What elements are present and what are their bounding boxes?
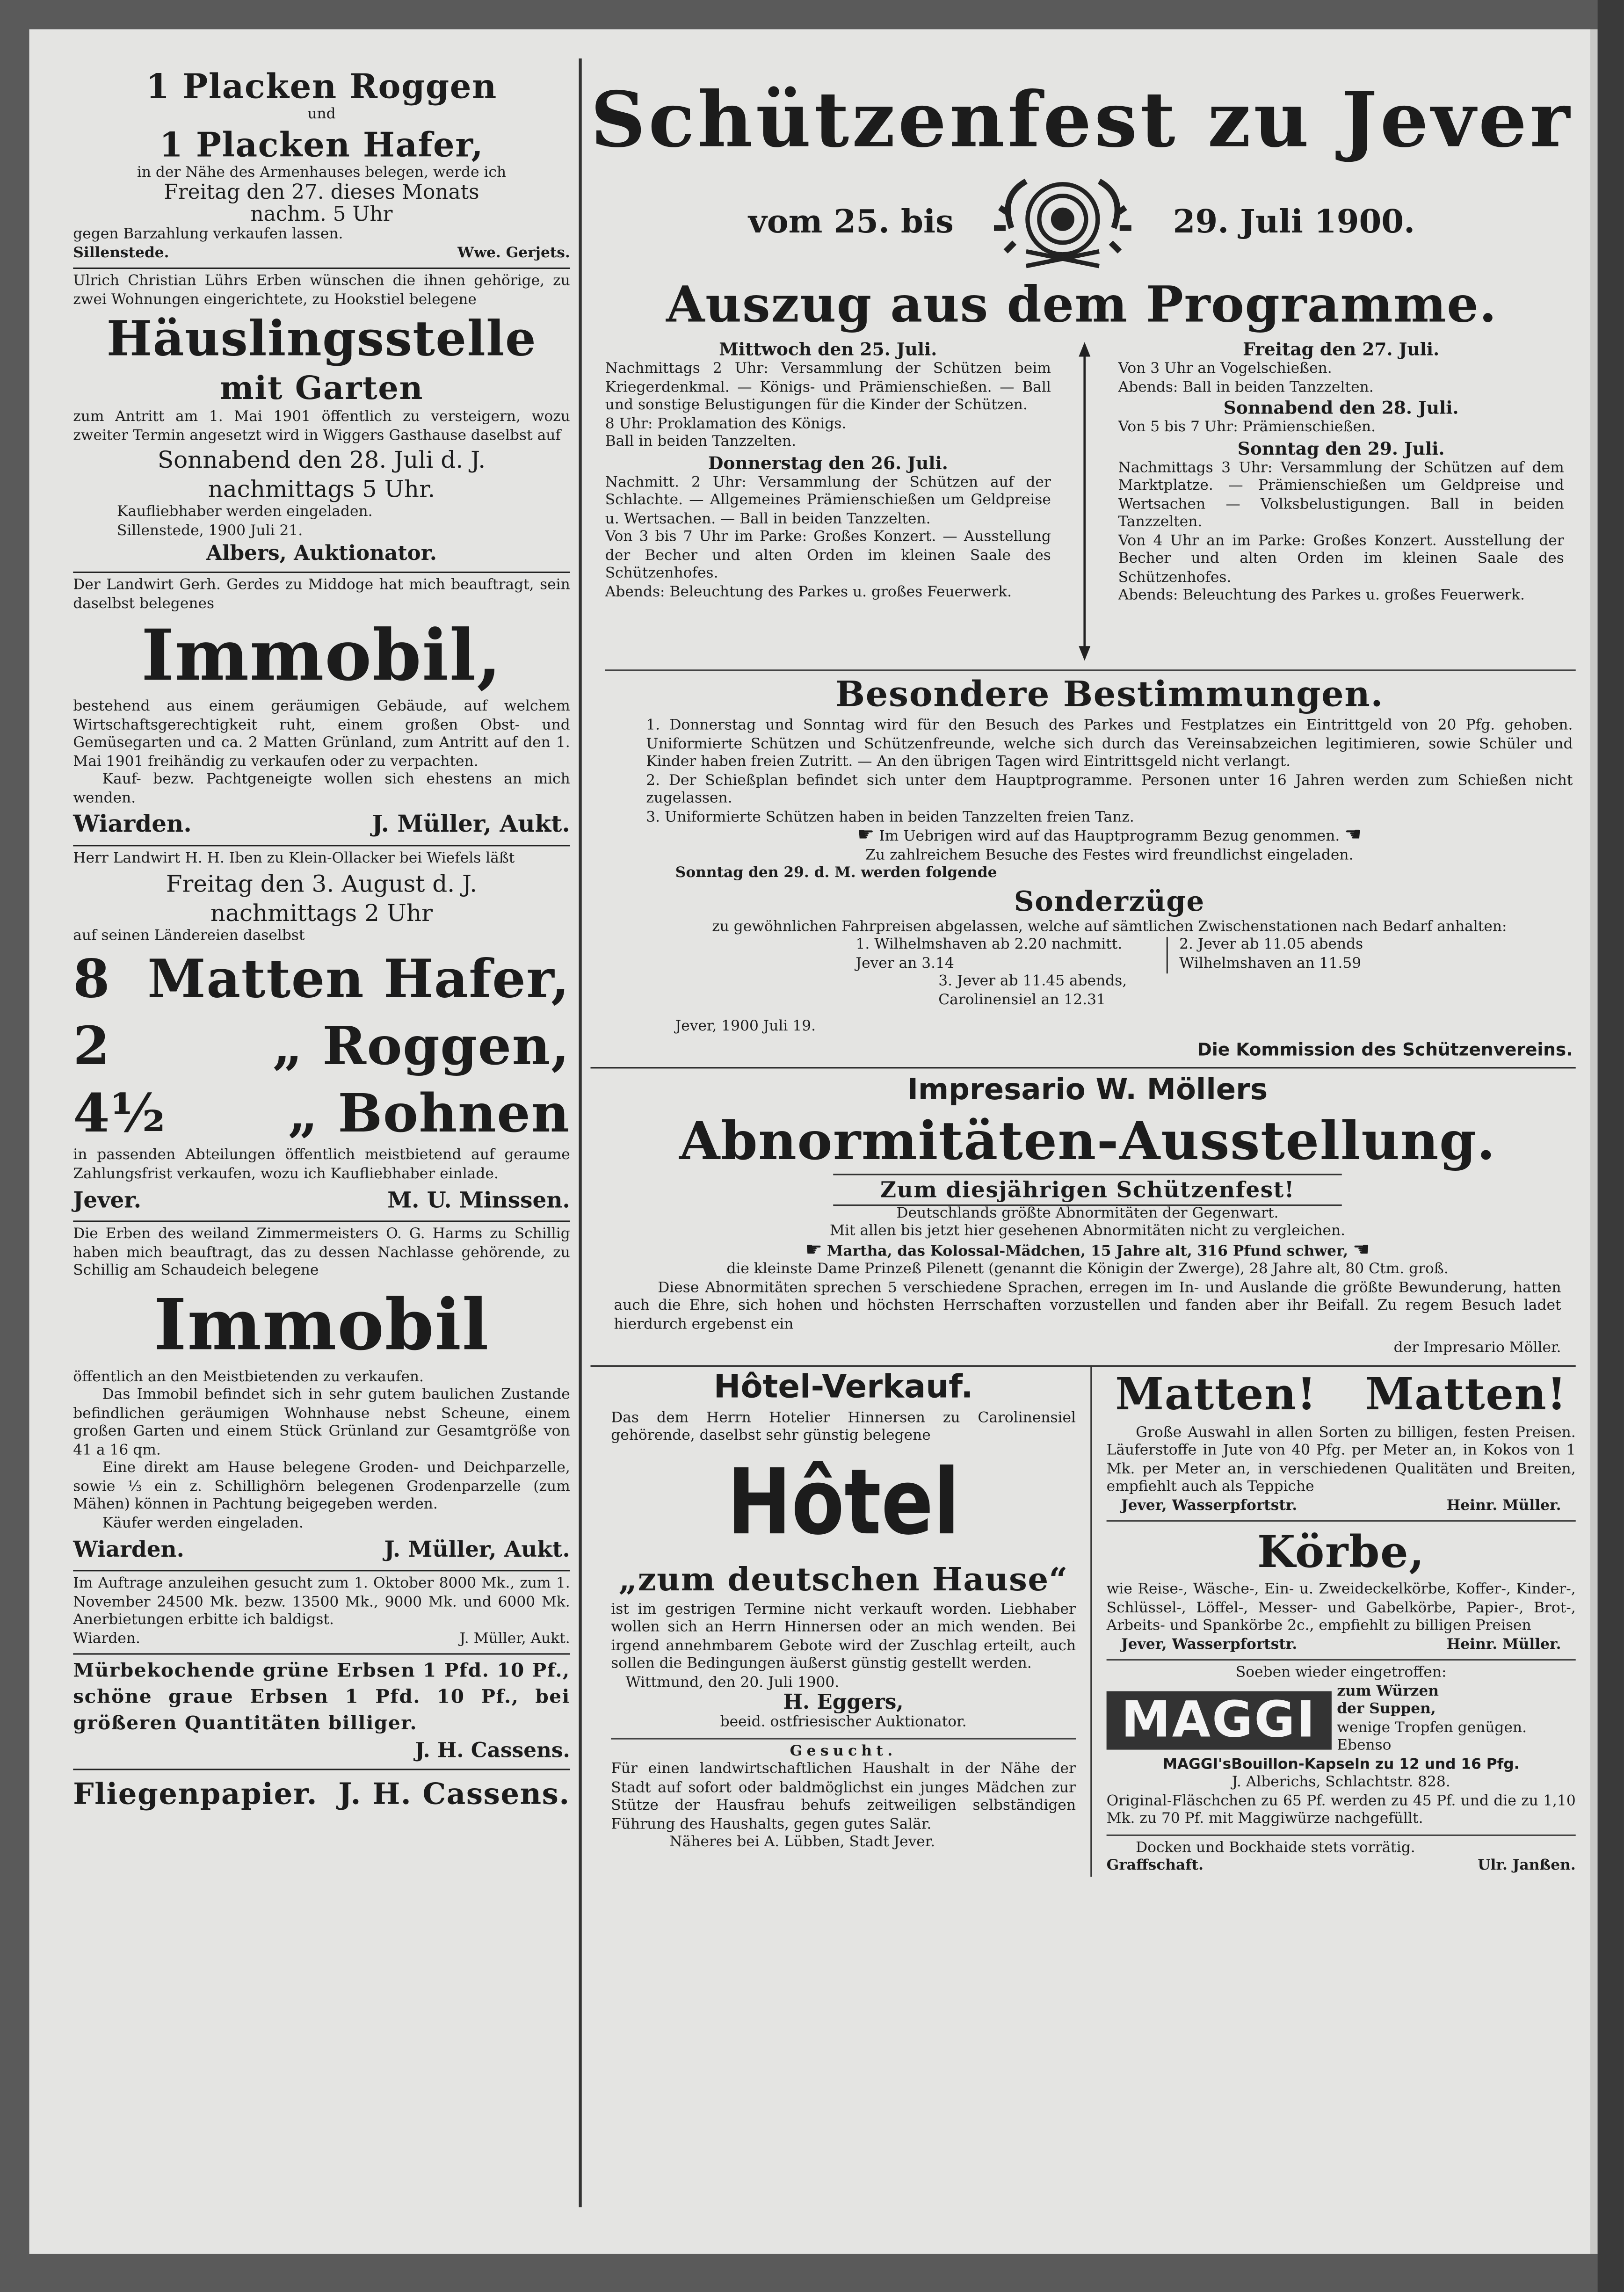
day-text: Nachmittags 3 Uhr: Versammlung der Schützen auf dem Marktplatze. — Prämienschießen um Geldpreise und Wertsachen — Volksbelustigungen. Ball in beiden Tanzzelten.	[1118, 459, 1564, 531]
ad-place: Wiarden.	[73, 1536, 184, 1563]
ad-roggen-hafer	[73, 67, 570, 263]
ad-signature: J. H. Cassens.	[415, 1739, 570, 1763]
ad-text: Mürbekochende grüne Erbsen 1 Pfd. 10 Pf., schöne graue Erbsen 1 Pfd. 10 Pf., bei größeren Quantitäten billiger.	[73, 1661, 570, 1735]
rule-item: 2. Der Schießplan befindet sich unter dem Hauptprogramme. Personen unter 16 Jahren werden zum Schießen nicht zugelassen.	[646, 772, 1573, 807]
ad-place: Wiarden.	[73, 1630, 140, 1647]
ad-highlight: Martha, das Kolossal-Mädchen, 15 Jahre alt, 316 Pfund schwer,	[826, 1243, 1348, 1260]
ad-text: gegen Barzahlung verkaufen lassen.	[73, 226, 343, 243]
ad-name: J. H. Cassens.	[338, 1776, 570, 1811]
festival-title: Schützenfest zu Jever	[590, 76, 1573, 166]
ad-text: der Suppen,	[1337, 1701, 1436, 1718]
rules-section	[646, 671, 1573, 1060]
binding-strip	[1598, 0, 1624, 2292]
ad-erbsen	[73, 1659, 570, 1764]
program-table	[605, 339, 1564, 664]
ad-text: zum Würzen	[1337, 1683, 1439, 1699]
ad-text: Das dem Herrn Hotelier Hinnersen zu Carolinensiel gehörende, daselbst sehr günstig belegene	[611, 1410, 1076, 1444]
ad-signature	[73, 808, 570, 841]
day-text: Von 5 bis 7 Uhr: Prämienschießen.	[1118, 419, 1376, 436]
ad-signature: Albers, Auktionator.	[206, 542, 437, 566]
ad-name: J. Müller, Aukt.	[371, 810, 570, 838]
ad-text: und	[307, 107, 336, 123]
festival-dates	[573, 170, 1590, 275]
pointing-hand-icon: ☛	[805, 1239, 822, 1261]
ad-item	[73, 1080, 570, 1147]
trains-title: Sonderzüge	[1014, 885, 1205, 917]
date-from: vom 25. bis	[748, 203, 954, 241]
ad-item	[73, 946, 570, 1013]
item-qty: 4½	[73, 1083, 167, 1145]
ad-text: Soeben wieder eingetroffen:	[1235, 1665, 1447, 1681]
ad-text: Ebenso	[1337, 1738, 1392, 1754]
ad-text: Kauf- bezw. Pachtgeneigte wollen sich ehestens an mich wenden.	[73, 772, 570, 806]
ad-text: zum Antritt am 1. Mai 1901 öffentlich zu versteigern, wozu zweiter Termin angesetzt wird in Wiggers Gasthause daselbst auf	[73, 409, 570, 444]
pointing-hand-icon: ☚	[1353, 1239, 1370, 1261]
day-text: 8 Uhr: Proklamation des Königs.	[605, 416, 847, 432]
ad-item	[73, 1013, 570, 1081]
ad-text: Docken und Bockhaide stets vorrätig.	[1136, 1839, 1415, 1856]
ad-text: wie Reise-, Wäsche-, Ein- u. Zweideckelkörbe, Koffer-, Kinder-, Schlüssel-, Löffel-, Messer- und Gabelkörbe, Papier-, Brot-, Arbeits- und Spankörbe 2c., empfiehlt zu billigen Preisen	[1106, 1581, 1576, 1634]
ad-text: Kaufliebhaber werden eingeladen.	[117, 504, 373, 521]
ad-text: wenige Tropfen genügen.	[1337, 1719, 1527, 1736]
ad-date: Freitag den 3. August d. J.	[166, 869, 478, 897]
ad-place: Jever, Wasserpfortstr.	[1121, 1497, 1298, 1514]
ad-date: Freitag den 27. dieses Monats	[164, 181, 479, 205]
ad-text: Im Auftrage anzuleihen gesucht zum 1. Oktober 8000 Mk., zum 1. November 24500 Mk. bezw. 13500 Mk., 9000 Mk. und 6000 Mk. Anerbietungen erbitte ich baldigst.	[73, 1575, 570, 1629]
ad-signature	[1107, 1858, 1576, 1876]
ad-matten-titles	[1107, 1366, 1576, 1424]
item-qty: 2	[73, 1015, 111, 1078]
ad-title: 1 Placken Roggen	[146, 67, 497, 107]
ad-signature	[73, 1533, 570, 1566]
item-qty: 8	[73, 949, 111, 1010]
ad-text: Die Erben des weiland Zimmermeisters O. G. Harms zu Schillig haben mich beauftragt, das zu dessen Nachlasse gehörende, zu Schillig am Schaudeich belegene	[73, 1226, 570, 1279]
ad-title: Gesucht.	[790, 1743, 897, 1759]
target-wreath-icon	[983, 170, 1144, 275]
day-heading: Sonnabend den 28. Juli.	[1223, 398, 1459, 418]
page-edge	[1590, 29, 1598, 2254]
ad-name: J. Müller, Aukt.	[459, 1630, 570, 1647]
day-heading: Mittwoch den 25. Juli.	[719, 339, 937, 360]
day-heading: Donnerstag den 26. Juli.	[708, 452, 948, 473]
ad-title: Immobil	[153, 1284, 490, 1366]
ad-name: Wwe. Gerjets.	[457, 245, 570, 261]
ad-name: Ulr. Janßen.	[1478, 1857, 1576, 1874]
day-text: Nachmittags 2 Uhr: Versammlung der Schützen beim Kriegerdenkmal. — Königs- und Prämienschießen. — Ball und sonstige Belustigungen für die Kinder der Schützen.	[605, 361, 1051, 414]
train-line: Jever an 3.14	[856, 955, 954, 972]
ad-separator	[73, 572, 570, 573]
left-column	[73, 29, 570, 1813]
train-3	[646, 973, 1573, 1010]
ad-text: MAGGI'sBouillon-Kapseln zu 12 und 16 Pfg.	[1162, 1756, 1520, 1773]
ad-separator	[1107, 1834, 1576, 1835]
ad-text: Das Immobil befindet sich in sehr gutem baulichen Zustande befindlichen geräumigen Wohnhause nebst Scheune, einem großen Garten und einem Stück Grünland zur Gesamtgröße von 41 a 16 qm.	[73, 1387, 570, 1458]
ad-text: Original-Fläschchen zu 65 Pf. werden zu 45 Pf. und die zu 1,10 Mk. zu 70 Pf. mit Maggiwürze nachgefüllt.	[1106, 1792, 1576, 1828]
item-name: Matten Hafer,	[147, 949, 570, 1010]
ad-time: nachm. 5 Uhr	[250, 203, 393, 227]
ad-text: Der Landwirt Gerh. Gerdes zu Middoge hat mich beauftragt, sein daselbst belegenes	[73, 577, 570, 612]
ad-name: M. U. Minssen.	[387, 1187, 570, 1213]
ad-place: Sillenstede.	[73, 245, 169, 261]
date-to: 29. Juli 1900.	[1173, 203, 1415, 241]
day-text: Ball in beiden Tanzzelten.	[605, 434, 797, 450]
ad-title: Fliegenpapier.	[73, 1776, 318, 1811]
ad-text: Käufer werden eingeladen.	[102, 1515, 304, 1531]
ad-immobil-harms	[73, 1226, 570, 1566]
trains-table	[646, 937, 1573, 973]
train-line: 2. Jever ab 11.05 abends	[1179, 937, 1363, 953]
rules-reference	[646, 824, 1573, 847]
ad-text: auf seinen Ländereien daselbst	[73, 927, 305, 944]
rules-sunday: Sonntag den 29. d. M. werden folgende	[675, 865, 997, 882]
ad-name: Heinr. Müller.	[1446, 1497, 1561, 1514]
rule-item: 3. Uniformierte Schützen haben in beiden Tanzzelten freien Tanz.	[646, 809, 1134, 826]
item-name: „ Bohnen	[288, 1083, 570, 1145]
ad-text: die kleinste Dame Prinzeß Pilenett (genannt die Königin der Zwerge), 28 Jahre alt, 80 Ctm. groß.	[726, 1261, 1449, 1278]
train-1	[856, 937, 1123, 973]
ad-text: Diese Abnormitäten sprechen 5 verschiedene Sprachen, erregen im In- und Auslande die größte Bewunderung, hatten auch die Ehre, sich hohen und höchsten Herrschaften vorzustellen und fanden aber ihr Beifall. Zu regem Besuch ladet hierdurch ergebenst ein	[614, 1279, 1561, 1333]
bottom-right-ads	[1092, 1366, 1575, 1876]
day-text: Von 4 Uhr an im Parke: Großes Konzert. Ausstellung der Becher und alten Orden im kleinen Saale des Schützenhofes.	[1118, 533, 1564, 586]
ad-name: Heinr. Müller.	[1446, 1636, 1561, 1653]
ad-time: nachmittags 2 Uhr	[210, 898, 433, 926]
ad-title: Hôtel-Verkauf.	[713, 1369, 973, 1406]
ad-signature	[73, 1184, 570, 1216]
ad-text: öffentlich an den Meistbietenden zu verkaufen.	[73, 1369, 424, 1385]
ad-title: Immobil,	[141, 615, 502, 697]
ad-text	[614, 1239, 1561, 1262]
ad-separator	[1107, 1520, 1576, 1522]
ad-place: Wiarden.	[73, 810, 192, 838]
bottom-ads	[611, 1366, 1576, 1876]
rules-dateline: Jever, 1900 Juli 19.	[675, 1019, 816, 1035]
ad-abnormitaeten	[614, 1068, 1561, 1359]
program-title: Auszug aus dem Programme.	[666, 276, 1497, 335]
ad-text: Große Auswahl in allen Sorten zu billigen, festen Preisen. Läuferstoffe in Jute von 40 Pfg. per Meter an, in Kokos von 1 Mk. per Meter an, in verschiedenen Qualitäten und Breiten, empfiehlt auch als Teppiche	[1106, 1424, 1576, 1495]
day-text: Abends: Beleuchtung des Parkes u. großes Feuerwerk.	[1118, 588, 1525, 604]
rules-invite: Zu zahlreichem Besuche des Festes wird freundlichst eingeladen.	[865, 847, 1354, 863]
ad-separator	[73, 845, 570, 846]
rules-title: Besondere Bestimmungen.	[835, 672, 1384, 715]
ad-dateline: Sillenstede, 1900 Juli 21.	[117, 522, 303, 539]
ad-impresario: Impresario W. Möllers	[907, 1071, 1268, 1106]
rules-reference-text: Im Uebrigen wird auf das Hauptprogramm Bezug genommen.	[879, 828, 1340, 845]
ad-text: Mit allen bis jetzt hier gesehenen Abnormitäten nicht zu vergleichen.	[829, 1223, 1346, 1240]
train-line: Wilhelmshaven an 11.59	[1179, 955, 1362, 972]
ad-separator	[73, 1220, 570, 1222]
day-text: Abends: Beleuchtung des Parkes u. großes Feuerwerk.	[605, 584, 1012, 600]
ad-date: Sonnabend den 28. Juli d. J.	[157, 446, 486, 474]
ad-signature	[73, 245, 570, 263]
ad-text: in der Nähe des Armenhauses belegen, werde ich	[137, 164, 507, 181]
ad-immobil-gerdes	[73, 577, 570, 841]
maggi-text	[1337, 1683, 1527, 1756]
ad-signature	[1107, 1498, 1576, 1516]
ad-maggi	[1107, 1683, 1576, 1756]
ad-text: J. Alberichs, Schlachtstr. 828.	[1232, 1774, 1450, 1791]
ad-name: J. Müller, Aukt.	[384, 1536, 570, 1563]
rules-signature: Die Kommission des Schützenvereins.	[1197, 1038, 1573, 1059]
ad-text: Näheres bei A. Lübben, Stadt Jever.	[669, 1834, 935, 1851]
day-text: Von 3 Uhr an Vogelschießen.	[1118, 361, 1332, 377]
ad-text: Herr Landwirt H. H. Iben zu Klein-Ollacker bei Wiefels läßt	[73, 850, 515, 867]
ad-text: Für einen landwirtschaftlichen Haushalt in der Nähe der Stadt auf sofort oder baldmöglichst ein junges Mädchen zur Stütze der Hausfrau behufs zeitweiligen selbständigen Führung des Haushalts, gegen gutes Salär.	[611, 1761, 1076, 1833]
ad-title: Abnormitäten-Ausstellung.	[679, 1110, 1496, 1172]
ad-title: mit Garten	[219, 370, 424, 408]
ad-title: „zum deutschen Hause“	[618, 1560, 1068, 1599]
train-line: 1. Wilhelmshaven ab 2.20 nachmitt.	[856, 937, 1123, 953]
ad-dateline: Wittmund, den 20. Juli 1900.	[625, 1674, 840, 1691]
trains-intro: zu gewöhnlichen Fahrpreisen abgelassen, welche auf sämtlichen Zwischenstationen nach Bedarf anhalten:	[712, 919, 1507, 935]
arrow-divider-icon	[1077, 339, 1092, 664]
program-left	[605, 339, 1051, 664]
ad-signature	[1107, 1636, 1576, 1654]
bottom-left-ads	[611, 1366, 1090, 1876]
ad-place: Jever.	[73, 1187, 142, 1213]
ad-time: nachmittags 5 Uhr.	[208, 475, 435, 503]
ad-text: ist im gestrigen Termine nicht verkauft worden. Liebhaber wollen sich an Herrn Hinnersen oder an mich wenden. Bei irgend annehmbarem Gebote wird der Zuschlag erteilt, auch sollen die Bedingungen äußerst günstig gestellt werden.	[611, 1601, 1076, 1672]
item-name: „ Roggen,	[272, 1015, 570, 1078]
ad-separator	[1107, 1659, 1576, 1661]
ad-text: bestehend aus einem geräumigen Gebäude, auf welchem Wirtschaftsgerechtigkeit ruht, einem großen Obst- und Gemüsegarten und ca. 2 Matten Grünland, zum Antritt auf den 1. Mai 1901 freihändig zu verkaufen oder zu verpachten.	[73, 698, 570, 770]
ad-loan	[73, 1576, 570, 1649]
train-2	[1166, 937, 1363, 973]
ad-title: Körbe,	[1257, 1527, 1425, 1579]
right-column	[573, 29, 1590, 1876]
ad-signature: der Impresario Möller.	[1393, 1340, 1561, 1356]
maggi-logo: MAGGI	[1107, 1690, 1331, 1749]
pointing-hand-icon: ☛	[857, 824, 875, 847]
day-heading: Sonntag den 29. Juli.	[1237, 437, 1445, 458]
rule-item: 1. Donnerstag und Sonntag wird für den Besuch des Parkes und Festplatzes ein Eintrittgeld von 20 Pfg. gehoben. Uniformierte Schützen und Schützenfreunde, welche sich durch das Vereinsabzeichen legitimieren, sowie Schüler und Kinder haben freien Zutritt. — An den übrigen Tagen wird Eintrittsgeld nicht verlangt.	[646, 718, 1573, 770]
train-line: 3. Jever ab 11.45 abends,	[938, 973, 1127, 990]
pointing-hand-icon: ☚	[1344, 824, 1362, 847]
ad-place: Jever, Wasserpfortstr.	[1121, 1636, 1298, 1653]
ad-separator	[611, 1737, 1076, 1739]
ad-signature: H. Eggers,	[783, 1691, 904, 1715]
ad-separator	[73, 1769, 570, 1770]
day-text: Von 3 bis 7 Uhr im Parke: Großes Konzert. — Ausstellung der Becher und alten Orden im kleinen Saale des Schützenhofes.	[605, 529, 1051, 582]
ad-iben-auction	[73, 851, 570, 1216]
ad-title: Matten!	[1365, 1369, 1567, 1420]
ad-separator	[73, 1570, 570, 1571]
ad-text: Eine direkt am Hause belegene Groden- und Deichparzelle, sowie ⅓ ein z. Schillighörn belegenen Grodenparzelle (zum Mähen) können in Pachtung beigegeben werden.	[73, 1460, 570, 1513]
day-heading: Freitag den 27. Juli.	[1243, 339, 1440, 360]
ad-text: Ulrich Christian Lührs Erben wünschen die ihnen gehörige, zu zwei Wohnungen eingerichtete, zu Hookstiel belegene	[73, 273, 570, 308]
ad-title: 1 Placken Hafer,	[159, 125, 484, 165]
ad-separator	[73, 268, 570, 269]
ad-signature	[73, 1631, 570, 1649]
ad-title: Häuslingsstelle	[106, 310, 537, 367]
day-text: Abends: Ball in beiden Tanzzelten.	[1118, 379, 1374, 396]
ad-text: beeid. ostfriesischer Auktionator.	[720, 1714, 967, 1731]
ad-text: in passenden Abteilungen öffentlich meistbietend auf geraume Zahlungsfrist verkaufen, wozu ich Kaufliebhaber einlade.	[73, 1147, 570, 1182]
program-right	[1118, 339, 1564, 664]
ad-title: Matten!	[1115, 1369, 1317, 1420]
ad-fliegenpapier	[73, 1775, 570, 1813]
ad-text: Deutschlands größte Abnormitäten der Gegenwart.	[896, 1205, 1279, 1221]
ad-separator	[73, 1653, 570, 1654]
ad-subtitle: Zum diesjährigen Schützenfest!	[833, 1173, 1342, 1205]
ad-big-title: Hôtel	[727, 1448, 960, 1555]
train-line: Carolinensiel an 12.31	[938, 992, 1106, 1008]
ad-place: Graffschaft.	[1106, 1857, 1204, 1874]
ad-haeuslingsstelle	[73, 273, 570, 567]
day-text: Nachmitt. 2 Uhr: Versammlung der Schützen auf der Schlachte. — Allgemeines Prämienschießen um Geldpreise u. Wertsachen. — Ball in beiden Tanzzelten.	[605, 474, 1051, 527]
